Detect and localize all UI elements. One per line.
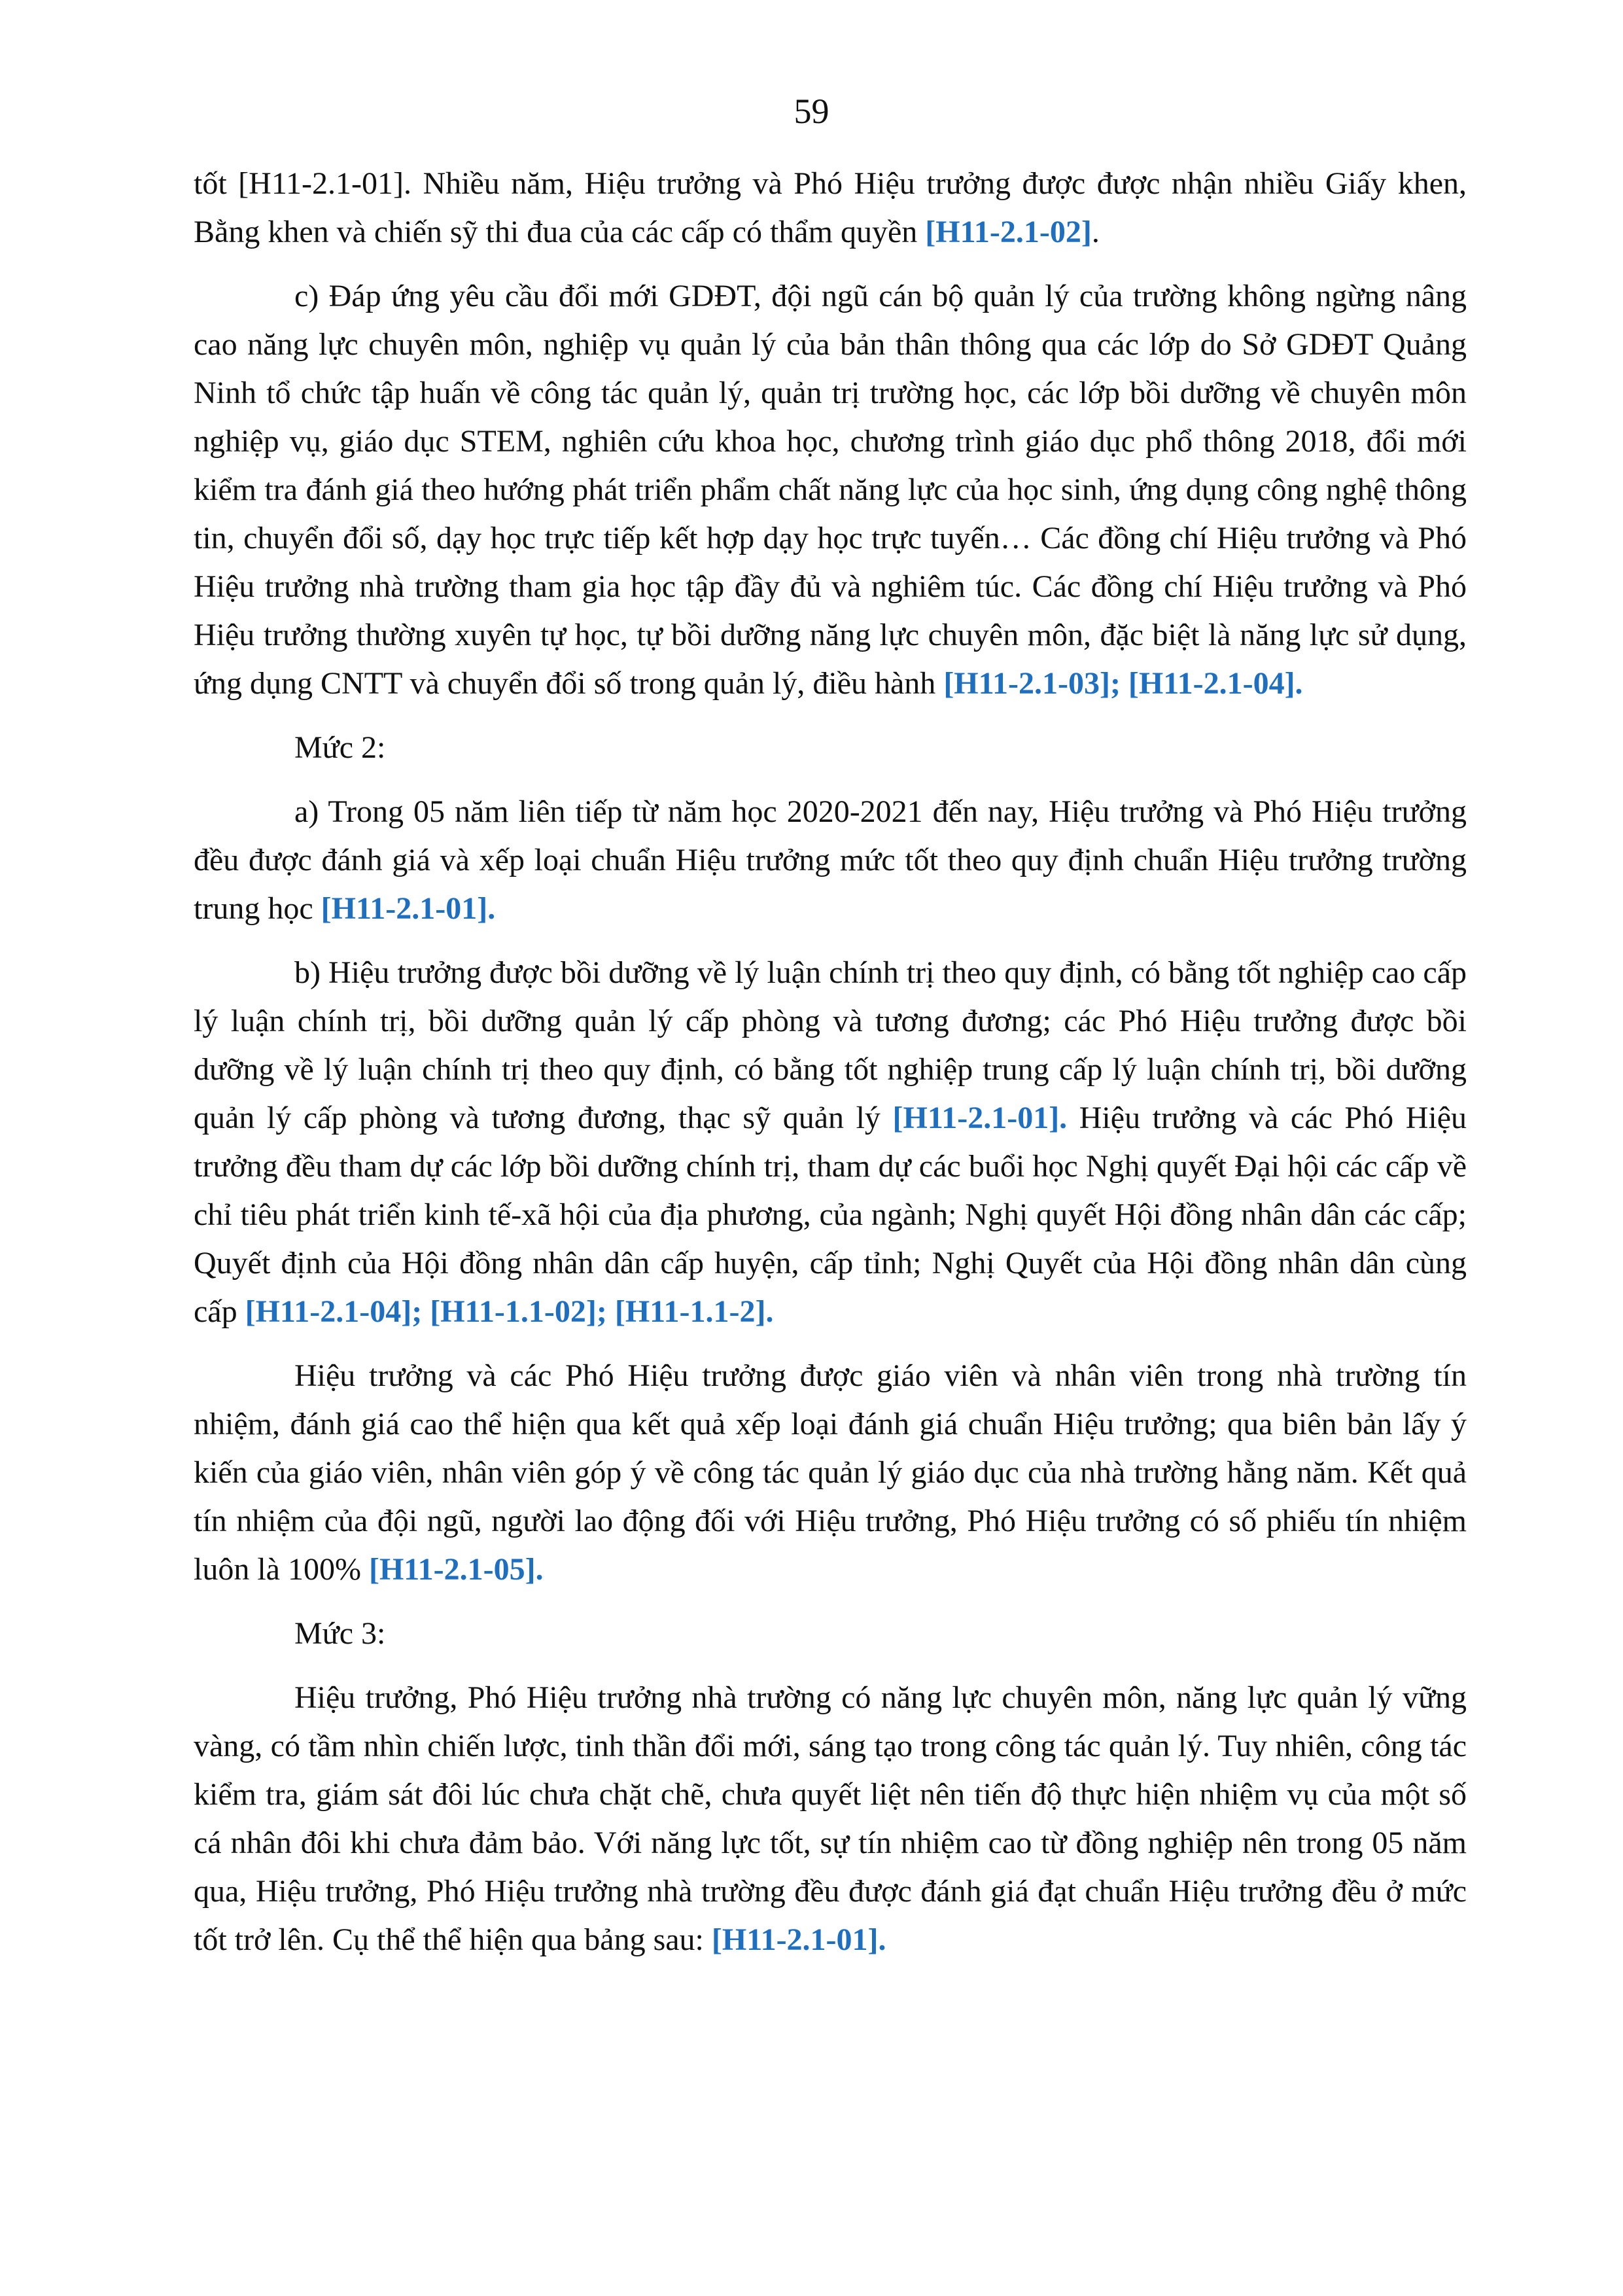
evidence-reference: [H11-2.1-05]. [368,1552,544,1587]
text-run: Hiệu trưởng và các Phó Hiệu trưởng đều tham dự các lớp bồi dưỡng chính trị, tham dự các buổi học Nghị quyết Đại hội các cấp về chỉ tiêu phát triển kinh tế-xã hội của địa phương, của ngành; Nghị quyết Hội đồng nhân dân các cấp; Quyết định của Hội đồng nhân dân cấp huyện, cấp tỉnh; Nghị Quyết của Hội đồng nhân dân cùng cấp [194,1101,1467,1329]
evidence-reference: [H11-2.1-04]; [H11-1.1-02]; [H11-1.1-2]. [245,1294,774,1329]
level-3-heading [194,1610,1467,1658]
paragraph-continuation [194,160,1467,256]
level-2-heading [194,724,1467,772]
text-run: Hiệu trưởng, Phó Hiệu trưởng nhà trường có năng lực chuyên môn, năng lực quản lý vững vàng, có tầm nhìn chiến lược, tinh thần đổi mới, sáng tạo trong công tác quản lý. Tuy nhiên, công tác kiểm tra, giám sát đôi lúc chưa chặt chẽ, chưa quyết liệt nên tiến độ thực hiện nhiệm vụ của một số cá nhân đôi khi chưa đảm bảo. Với năng lực tốt, sự tín nhiệm cao từ đồng nghiệp nên trong 05 năm qua, Hiệu trưởng, Phó Hiệu trưởng nhà trường đều được đánh giá đạt chuẩn Hiệu trưởng đều ở mức tốt trở lên. Cụ thể thể hiện qua bảng sau: [194,1680,1467,1957]
paragraph-level3 [194,1674,1467,1964]
text-run: Mức 2: [294,730,386,765]
paragraph-trust [194,1352,1467,1594]
text-run: c) Đáp ứng yêu cầu đổi mới GDĐT, đội ngũ cán bộ quản lý của trường không ngừng nâng cao năng lực chuyên môn, nghiệp vụ quản lý của bản thân thông qua các lớp do Sở GDĐT Quảng Ninh tổ chức tập huấn về công tác quản lý, quản trị trường học, các lớp bồi dưỡng về chuyên môn nghiệp vụ, giáo dục STEM, nghiên cứu khoa học, chương trình giáo dục phổ thông 2018, đổi mới kiểm tra đánh giá theo hướng phát triển phẩm chất năng lực của học sinh, ứng dụng công nghệ thông tin, chuyển đổi số, dạy học trực tiếp kết hợp dạy học trực tuyến… Các đồng chí Hiệu trưởng và Phó Hiệu trưởng nhà trường tham gia học tập đầy đủ và nghiêm túc. Các đồng chí Hiệu trưởng và Phó Hiệu trưởng thường xuyên tự học, tự bồi dưỡng năng lực chuyên môn, đặc biệt là năng lực sử dụng, ứng dụng CNTT và chuyển đổi số trong quản lý, điều hành [194,279,1467,701]
evidence-reference: [H11-2.1-02] [925,215,1092,249]
evidence-reference: [H11-2.1-01]. [321,891,496,926]
paragraph-level2-b [194,949,1467,1336]
evidence-reference: [H11-2.1-01]. [892,1101,1068,1135]
text-run: Hiệu trưởng và các Phó Hiệu trưởng được giáo viên và nhân viên trong nhà trường tín nhiệm, đánh giá cao thể hiện qua kết quả xếp loại đánh giá chuẩn Hiệu trưởng; qua biên bản lấy ý kiến của giáo viên, nhân viên góp ý về công tác quản lý giáo dục của nhà trường hằng năm. Kết quả tín nhiệm của đội ngũ, người lao động đối với Hiệu trưởng, Phó Hiệu trưởng có số phiếu tín nhiệm luôn là 100% [194,1358,1467,1587]
paragraph-level2-a [194,788,1467,933]
text-run: Mức 3: [294,1616,386,1651]
paragraph-c [194,272,1467,708]
text-run: b) Hiệu trưởng được bồi dưỡng về lý luận chính trị theo quy định, có bằng tốt nghiệp cao cấp lý luận chính trị, bồi dưỡng quản lý cấp phòng và tương đương; các Phó Hiệu trưởng được bồi dưỡng về lý luận chính trị theo quy định, có bằng tốt nghiệp trung cấp lý luận chính trị, bồi dưỡng quản lý cấp phòng và tương đương, thạc sỹ quản lý [194,955,1467,1135]
page-number: 59 [794,92,829,131]
text-run: . [1091,215,1100,249]
evidence-reference: [H11-2.1-01]. [711,1922,886,1957]
text-run: tốt [H11-2.1-01]. Nhiều năm, Hiệu trưởng và Phó Hiệu trưởng được được nhận nhiều Giấy khen, Bằng khen và chiến sỹ thi đua của các cấp có thẩm quyền [194,166,1467,249]
document-body [194,160,1467,1980]
evidence-reference: [H11-2.1-03]; [H11-2.1-04]. [943,666,1303,701]
text-run: a) Trong 05 năm liên tiếp từ năm học 2020-2021 đến nay, Hiệu trưởng và Phó Hiệu trưởng đều được đánh giá và xếp loại chuẩn Hiệu trưởng mức tốt theo quy định chuẩn Hiệu trưởng trường trung học [194,794,1467,926]
